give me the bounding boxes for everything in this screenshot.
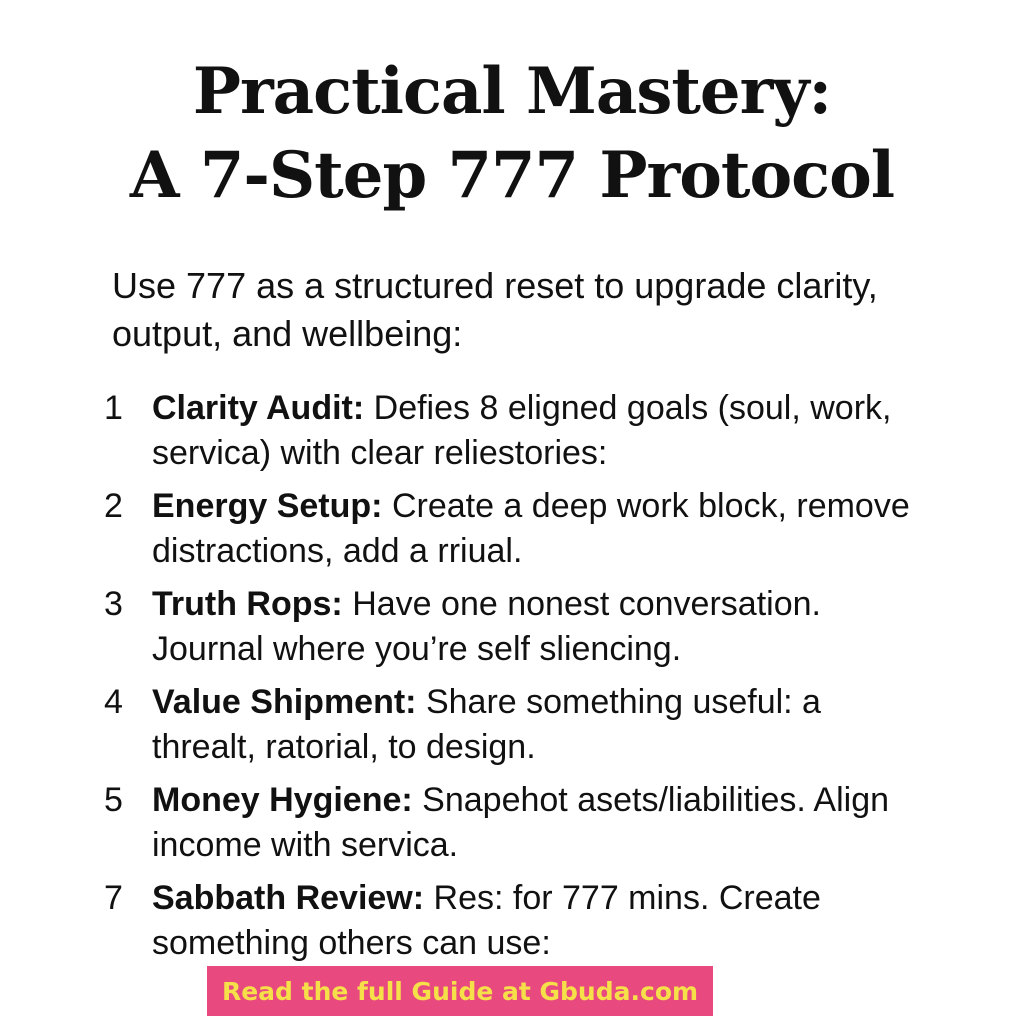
step-title: Sabbath Review:	[152, 879, 425, 917]
step-item	[104, 680, 934, 770]
step-title: Money Hygiene:	[152, 781, 413, 819]
guide-link-banner[interactable]	[207, 966, 713, 1016]
step-text: Create a deep work block, remove distractions, add a rriual.	[152, 487, 910, 570]
step-number: 7	[104, 879, 123, 917]
step-item	[104, 484, 934, 574]
step-text: Defies 8 eligned goals (soul, work, servica) with clear reliestories:	[152, 389, 892, 472]
step-title: Truth Rops:	[152, 585, 343, 623]
step-item	[104, 582, 934, 672]
step-list	[104, 386, 934, 974]
title-line-1: Practical Mastery:	[192, 54, 832, 129]
step-text: Res: for 777 mins. Create something others can use:	[152, 879, 821, 962]
step-title: Value Shipment:	[152, 683, 417, 721]
guide-link-label[interactable]: Read the full Guide at Gbuda.com	[221, 976, 699, 1006]
page-title	[0, 50, 1024, 218]
step-text: Snapehot asets/liabilities. Align income with servica.	[152, 781, 890, 864]
title-line-2: A 7-Step 777 Protocol	[129, 138, 895, 213]
step-text: Share something useful: a threalt, ratorial, to design.	[152, 683, 821, 766]
step-number: 5	[104, 781, 123, 819]
step-number: 4	[104, 683, 123, 721]
step-title: Energy Setup:	[152, 487, 383, 525]
step-number: 3	[104, 585, 123, 623]
step-item	[104, 778, 934, 868]
step-number: 1	[104, 389, 123, 427]
step-text: Have one nonest conversation. Journal where you’re self sliencing.	[152, 585, 821, 668]
step-number: 2	[104, 487, 123, 525]
intro-text: Use 777 as a structured reset to upgrade clarity, output, and wellbeing:	[112, 265, 878, 354]
step-item	[104, 386, 934, 476]
step-item	[104, 876, 934, 966]
step-title: Clarity Audit:	[152, 389, 365, 427]
